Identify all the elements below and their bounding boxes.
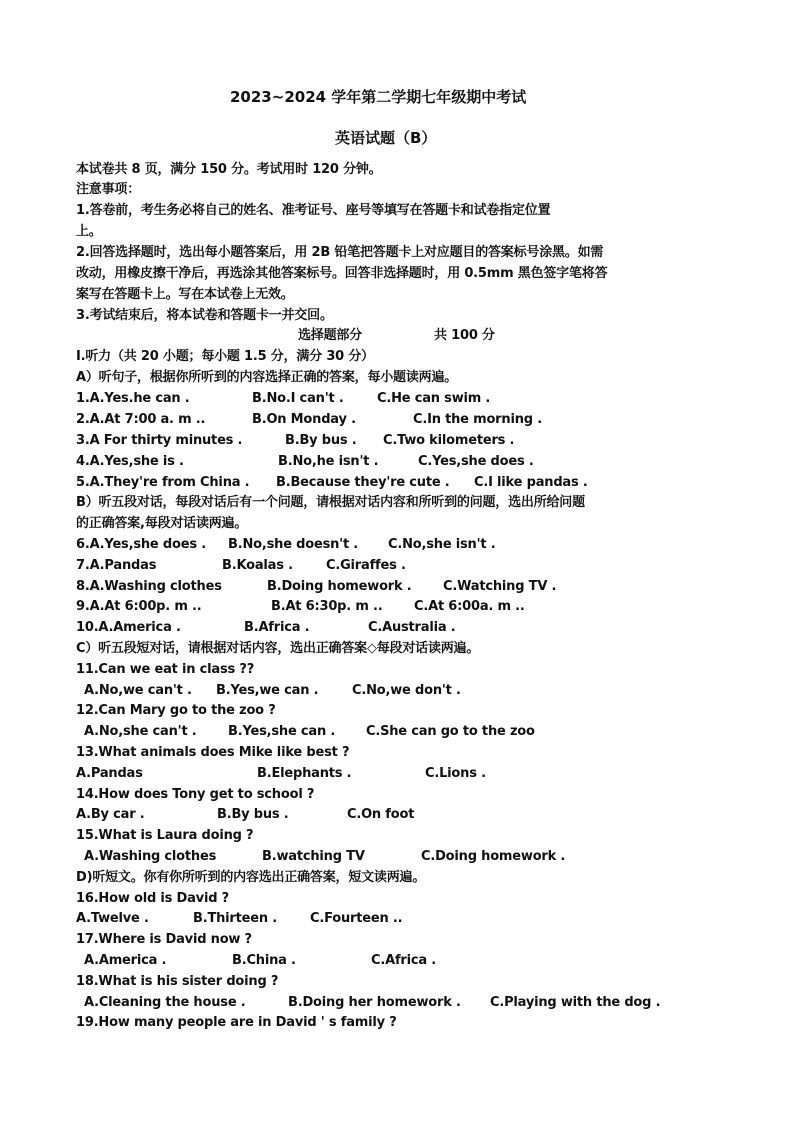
q14-option-a: A.By car . bbox=[76, 807, 145, 822]
q4-option-b: B.No,he isn't . bbox=[278, 454, 379, 469]
q10-option-b: B.Africa . bbox=[244, 620, 310, 635]
q11-option-c: C.No,we don't . bbox=[352, 683, 461, 698]
q2-option-a: 2.A.At 7:00 a. m .. bbox=[76, 412, 206, 427]
section-label: 选择题部分 bbox=[298, 328, 363, 343]
exam-title: 2023~2024 学年第二学期七年级期中考试 bbox=[230, 88, 527, 106]
q5-option-c: C.I like pandas . bbox=[474, 475, 588, 490]
exam-subtitle: 英语试题（B） bbox=[335, 129, 437, 147]
q8-option-a: 8.A.Washing clothes bbox=[76, 579, 222, 594]
q10-option-c: C.Australia . bbox=[368, 620, 456, 635]
q5-option-b: B.Because they're cute . bbox=[276, 475, 450, 490]
q17-option-a: A.America . bbox=[84, 953, 167, 968]
q2-option-c: C.In the morning . bbox=[413, 412, 542, 427]
q16-option-c: C.Fourteen .. bbox=[310, 911, 403, 926]
q8-option-b: B.Doing homework . bbox=[267, 579, 412, 594]
q18-option-c: C.Playing with the dog . bbox=[490, 995, 661, 1010]
q12-option-a: A.No,she can't . bbox=[84, 724, 197, 739]
q9-option-b: B.At 6:30p. m .. bbox=[271, 599, 383, 614]
section-points: 共 100 分 bbox=[434, 328, 495, 343]
q19-stem: 19.How many people are in David ' s family ? bbox=[76, 1015, 397, 1030]
q14-option-b: B.By bus . bbox=[217, 807, 289, 822]
q13-option-b: B.Elephants . bbox=[257, 766, 352, 781]
part-d-instruction: D)听短文。你有你所听到的内容选出正确答案，短文读两遍。 bbox=[76, 870, 426, 885]
part-b-instruction: B）听五段对话，每段对话后有一个问题，请根据对话内容和所听到的问题，选出所给问题 bbox=[76, 495, 585, 510]
q13-option-a: A.Pandas bbox=[76, 766, 143, 781]
q15-stem: 15.What is Laura doing ? bbox=[76, 828, 254, 843]
q16-stem: 16.How old is David ? bbox=[76, 891, 229, 906]
q9-option-c: C.At 6:00a. m .. bbox=[414, 599, 525, 614]
exam-info: 本试卷共 8 页，满分 150 分。考试用时 120 分钟。 bbox=[76, 162, 382, 177]
q14-stem: 14.How does Tony get to school ? bbox=[76, 787, 315, 802]
q17-stem: 17.Where is David now ? bbox=[76, 932, 252, 947]
note-1-cont: 上。 bbox=[76, 224, 102, 239]
q15-option-a: A.Washing clothes bbox=[84, 849, 217, 864]
q3-option-c: C.Two kilometers . bbox=[383, 433, 515, 448]
q8-option-c: C.Watching TV . bbox=[443, 579, 557, 594]
q17-option-c: C.Africa . bbox=[371, 953, 437, 968]
part-b-instruction-cont: 的正确答案,每段对话读两遍。 bbox=[76, 516, 248, 531]
note-2: 2.回答选择题时，选出每小题答案后，用 2B 铅笔把答题卡上对应题目的答案标号涂黑。如需 bbox=[76, 245, 604, 260]
note-2-cont: 改动，用橡皮擦干净后，再选涂其他答案标号。回答非选择题时，用 0.5mm 黑色签字笔将答 bbox=[76, 266, 608, 281]
q18-option-b: B.Doing her homework . bbox=[288, 995, 461, 1010]
q11-stem: 11.Can we eat in class ?? bbox=[76, 662, 255, 677]
q7-option-c: C.Giraffes . bbox=[326, 558, 406, 573]
q15-option-c: C.Doing homework . bbox=[421, 849, 566, 864]
q1-option-b: B.No.I can't . bbox=[252, 391, 344, 406]
q16-option-b: B.Thirteen . bbox=[193, 911, 278, 926]
q1-option-a: 1.A.Yes.he can . bbox=[76, 391, 190, 406]
q18-stem: 18.What is his sister doing ? bbox=[76, 974, 279, 989]
q12-option-c: C.She can go to the zoo bbox=[366, 724, 535, 739]
q10-option-a: 10.A.America . bbox=[76, 620, 181, 635]
q6-option-a: 6.A.Yes,she does . bbox=[76, 537, 206, 552]
q7-option-b: B.Koalas . bbox=[222, 558, 293, 573]
q17-option-b: B.China . bbox=[232, 953, 296, 968]
q13-option-c: C.Lions . bbox=[425, 766, 486, 781]
note-1: 1.答卷前，考生务必将自己的姓名、准考证号、座号等填写在答题卡和试卷指定位置 bbox=[76, 203, 551, 218]
listening-heading: Ⅰ.听力（共 20 小题；每小题 1.5 分，满分 30 分） bbox=[76, 349, 374, 364]
q11-option-a: A.No,we can't . bbox=[84, 683, 192, 698]
part-c-instruction: C）听五段短对话，请根据对话内容，选出正确答案◇每段对话读两遍。 bbox=[76, 641, 480, 656]
q6-option-c: C.No,she isn't . bbox=[388, 537, 496, 552]
q14-option-c: C.On foot bbox=[347, 807, 415, 822]
q13-stem: 13.What animals does Mike like best ? bbox=[76, 745, 350, 760]
q5-option-a: 5.A.They're from China . bbox=[76, 475, 250, 490]
q12-stem: 12.Can Mary go to the zoo ? bbox=[76, 703, 276, 718]
notice-heading: 注意事项： bbox=[76, 182, 141, 197]
q3-option-b: B.By bus . bbox=[285, 433, 357, 448]
q4-option-c: C.Yes,she does . bbox=[418, 454, 534, 469]
q9-option-a: 9.A.At 6:00p. m .. bbox=[76, 599, 202, 614]
q16-option-a: A.Twelve . bbox=[76, 911, 149, 926]
note-3: 3.考试结束后，将本试卷和答题卡一并交回。 bbox=[76, 308, 333, 323]
q15-option-b: B.watching TV bbox=[262, 849, 365, 864]
q7-option-a: 7.A.Pandas bbox=[76, 558, 157, 573]
part-a-instruction: A）听句子，根据你所听到的内容选择正确的答案，每小题读两遍。 bbox=[76, 370, 458, 385]
q1-option-c: C.He can swim . bbox=[377, 391, 491, 406]
q2-option-b: B.On Monday . bbox=[252, 412, 356, 427]
q18-option-a: A.Cleaning the house . bbox=[84, 995, 246, 1010]
note-2-cont2: 案写在答题卡上。写在本试卷上无效。 bbox=[76, 287, 294, 302]
q12-option-b: B.Yes,she can . bbox=[228, 724, 336, 739]
q11-option-b: B.Yes,we can . bbox=[216, 683, 319, 698]
q3-option-a: 3.A For thirty minutes . bbox=[76, 433, 243, 448]
q4-option-a: 4.A.Yes,she is . bbox=[76, 454, 184, 469]
q6-option-b: B.No,she doesn't . bbox=[228, 537, 359, 552]
